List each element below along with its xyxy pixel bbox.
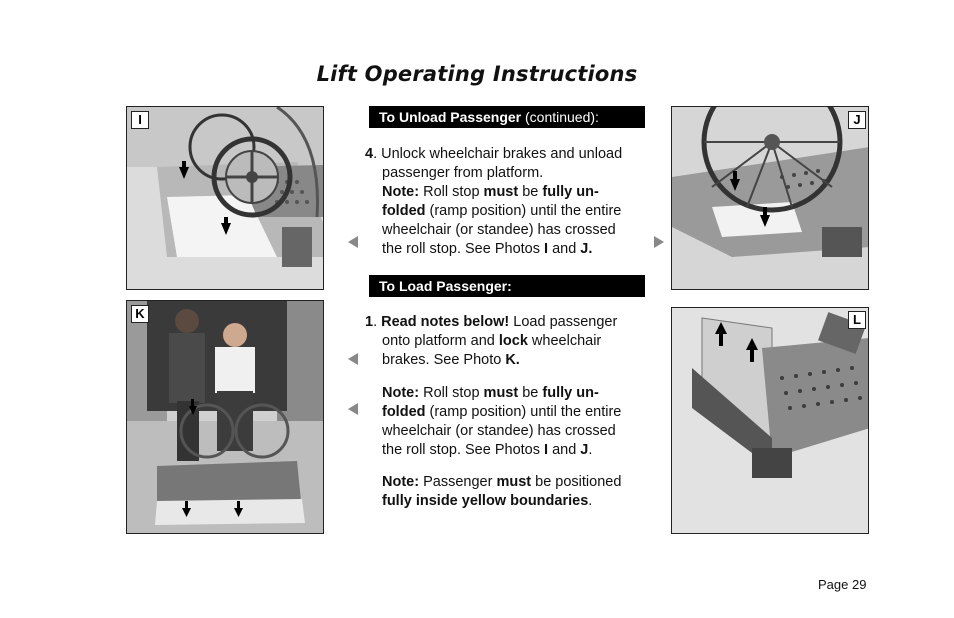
load-step-line-3: brakes. See Photo [382, 352, 506, 368]
load-note1-end: . [588, 442, 593, 458]
unload-note-and: and [548, 241, 581, 257]
photo-j-illustration [672, 107, 869, 290]
photo-tag-k: K [131, 305, 149, 323]
load-heading-bar [369, 275, 645, 297]
load-note1-line-4: the roll stop. See Photos [382, 442, 545, 458]
pointer-left-arrow-icon [348, 403, 358, 415]
unload-note-unfolded-1: fully un- [542, 184, 599, 200]
load-note2-label: Note: [382, 474, 420, 490]
unload-note-label: Note: [382, 184, 420, 200]
load-step-lock: lock [498, 333, 528, 349]
load-note1-line-3: wheelchair (or standee) has crossed [382, 423, 616, 439]
pointer-left-arrow-icon [348, 353, 358, 365]
load-note1-photo-2: J [580, 442, 589, 458]
unload-note-line-3: wheelchair (or standee) has crossed [382, 222, 616, 238]
load-note2-bold: fully inside yellow boundaries [382, 493, 589, 509]
unload-step-number: 4 [365, 146, 374, 162]
load-heading: To Load Passenger: [379, 278, 512, 294]
load-note1-unfolded-1: fully un- [542, 385, 599, 401]
unload-note-photo-1: I [544, 241, 549, 257]
unload-note-line-4: the roll stop. See Photos [382, 241, 545, 257]
photo-k-illustration [127, 301, 324, 534]
load-step-line-2b: wheelchair [527, 333, 602, 349]
unload-note-text-2: be [518, 184, 543, 200]
unload-note-must: must [483, 184, 519, 200]
load-step-number: 1 [365, 314, 374, 330]
load-note1-unfolded-2: folded [382, 404, 426, 420]
unload-step-4 [365, 145, 655, 259]
unload-step-cont: passenger from platform. [382, 165, 544, 181]
photo-tag-l: L [848, 311, 866, 329]
load-note1-and: and [548, 442, 581, 458]
load-note1-text-2: be [518, 385, 543, 401]
load-note1-text-3: (ramp position) until the entire [425, 404, 622, 420]
load-step-text-1: Load passenger [509, 314, 618, 330]
load-note1-label: Note: [382, 385, 420, 401]
load-step-1: 1. Read notes below! Load passenger onto platform and lock wheelchair brakes. See Photo K. [365, 314, 618, 368]
photo-i-illustration [127, 107, 324, 290]
pointer-right-arrow-icon [654, 236, 664, 248]
page-title: Lift Operating Instructions [316, 62, 638, 86]
load-note2-end: . [588, 493, 593, 509]
load-note2-must: must [496, 474, 532, 490]
load-step-line-2: onto platform and [382, 333, 499, 349]
page-number: Page 29 [818, 577, 867, 592]
unload-heading-bar [369, 106, 645, 128]
pointer-left-arrow-icon [348, 236, 358, 248]
photo-j [671, 106, 869, 290]
photo-tag-j: J [848, 111, 866, 129]
load-note1-text-1: Roll stop [419, 385, 484, 401]
load-note1-must: must [483, 385, 519, 401]
load-step-photo: K. [505, 352, 520, 368]
unload-step-text: . Unlock wheelchair brakes and unload [373, 146, 623, 162]
load-note1-photo-1: I [544, 442, 549, 458]
unload-heading-suffix: (continued): [521, 109, 599, 125]
photo-l [671, 307, 869, 534]
unload-note-unfolded-2: folded [382, 203, 426, 219]
unload-note-text-3: (ramp position) until the entire [425, 203, 622, 219]
photo-tag-i: I [131, 111, 149, 129]
load-note-1 [365, 384, 655, 460]
load-note2-text-1: Passenger [419, 474, 497, 490]
load-step-bold: Read notes below! [381, 314, 510, 330]
load-note2-text-2: be positioned [531, 474, 622, 490]
photo-k [126, 300, 324, 534]
unload-note-text-1: Roll stop [419, 184, 484, 200]
unload-note-photo-2: J. [580, 241, 593, 257]
photo-l-illustration [672, 308, 869, 534]
unload-heading: To Unload Passenger [379, 109, 522, 125]
load-note-2 [365, 473, 655, 511]
photo-i [126, 106, 324, 290]
